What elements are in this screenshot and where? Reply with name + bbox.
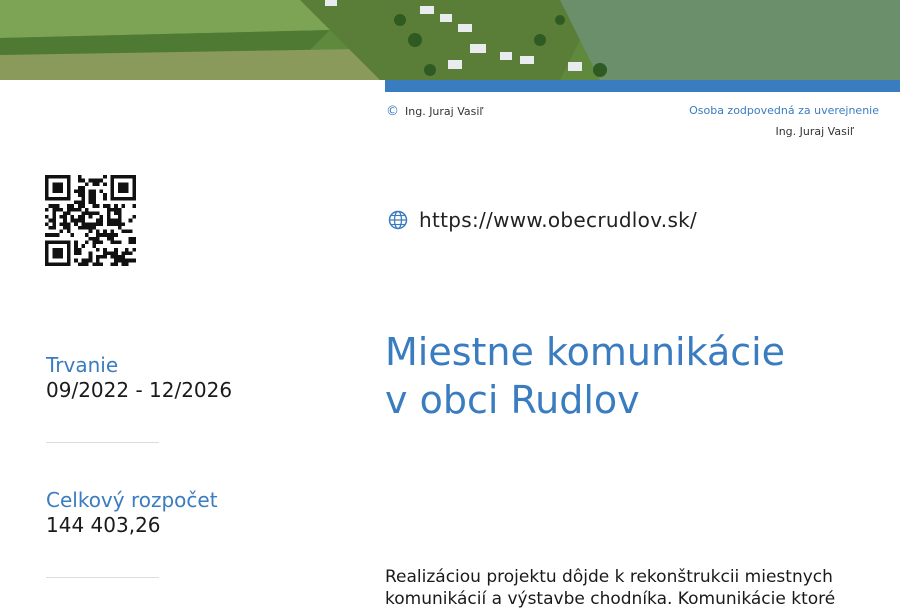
budget-block <box>46 488 218 538</box>
divider <box>46 442 159 443</box>
website-link[interactable] <box>388 208 697 232</box>
duration-block <box>46 353 232 403</box>
budget-value: 144 403,26 <box>46 513 161 537</box>
responsible-name: Ing. Juraj Vasiľ <box>775 125 854 138</box>
globe-icon <box>388 210 408 230</box>
project-title-line2: v obci Rudlov <box>385 378 640 422</box>
budget-label: Celkový rozpočet <box>46 488 218 512</box>
photo-credit-text: Ing. Juraj Vasiľ <box>405 105 484 118</box>
project-description: Realizáciou projektu dôjde k rekonštrukcii miestnych komunikácií a výstavbe chodníka. Komunikácie ktoré <box>385 567 836 609</box>
duration-label: Trvanie <box>46 353 119 377</box>
accent-bar <box>385 80 900 92</box>
qr-code-icon <box>45 175 136 266</box>
hero-photo <box>0 0 900 80</box>
website-url[interactable]: https://www.obecrudlov.sk/ <box>419 208 698 232</box>
divider <box>46 577 159 578</box>
responsible-label: Osoba zodpovedná za uverejnenie <box>689 104 879 117</box>
duration-value: 09/2022 - 12/2026 <box>46 378 233 402</box>
project-title-line1: Miestne komunikácie <box>385 330 786 374</box>
project-title <box>385 328 885 424</box>
photo-credit <box>386 104 484 119</box>
copyright-icon: © <box>386 104 399 119</box>
